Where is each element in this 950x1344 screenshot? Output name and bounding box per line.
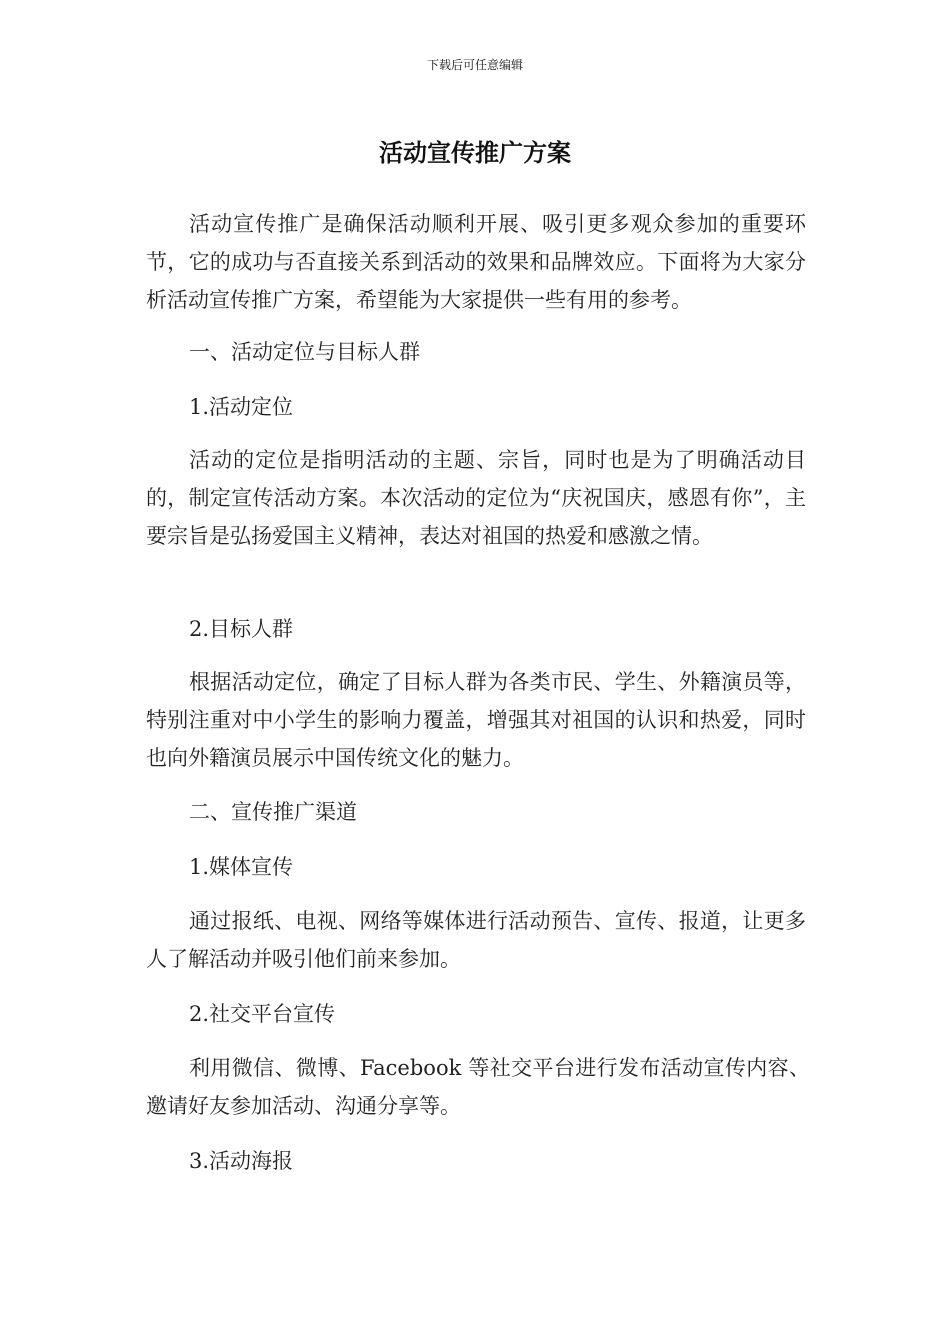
section-2-sub-1-text: 通过报纸、电视、网络等媒体进行活动预告、宣传、报道，让更多人了解活动并吸引他们前来参加。 [146, 909, 806, 971]
section-2-heading: 二、宣传推广渠道 [189, 800, 357, 824]
section-2-sub-1-heading: 1.媒体宣传 [189, 855, 294, 879]
intro-paragraph: 活动宣传推广是确保活动顺利开展、吸引更多观众参加的重要环节，它的成功与否直接关系到活动的效果和品牌效应。下面将为大家分析活动宣传推广方案，希望能为大家提供一些有用的参考。 [146, 212, 806, 312]
document-title: 活动宣传推广方案 [379, 139, 571, 167]
section-1-sub-1-text: 活动的定位是指明活动的主题、宗旨，同时也是为了明确活动目的，制定宣传活动方案。本次活动的定位为“庆祝国庆，感恩有你”，主要宗旨是弘扬爱国主义精神，表达对祖国的热爱和感激之情。 [146, 448, 806, 548]
section-1-sub-1-heading: 1.活动定位 [189, 395, 294, 419]
section-1-heading: 一、活动定位与目标人群 [189, 340, 420, 364]
section-2-sub-3-heading: 3.活动海报 [189, 1149, 294, 1173]
section-1-sub-2-text: 根据活动定位，确定了目标人群为各类市民、学生、外籍演员等，特别注重对中小学生的影响力覆盖，增强其对祖国的认识和热爱，同时也向外籍演员展示中国传统文化的魅力。 [146, 670, 806, 770]
section-2-sub-2-text: 利用微信、微博、Facebook 等社交平台进行发布活动宣传内容、邀请好友参加活动、沟通分享等。 [146, 1056, 810, 1118]
section-2-sub-2-heading: 2.社交平台宣传 [189, 1002, 336, 1026]
section-1-sub-2-heading: 2.目标人群 [189, 617, 294, 641]
header-note: 下载后可任意编辑 [426, 58, 523, 72]
